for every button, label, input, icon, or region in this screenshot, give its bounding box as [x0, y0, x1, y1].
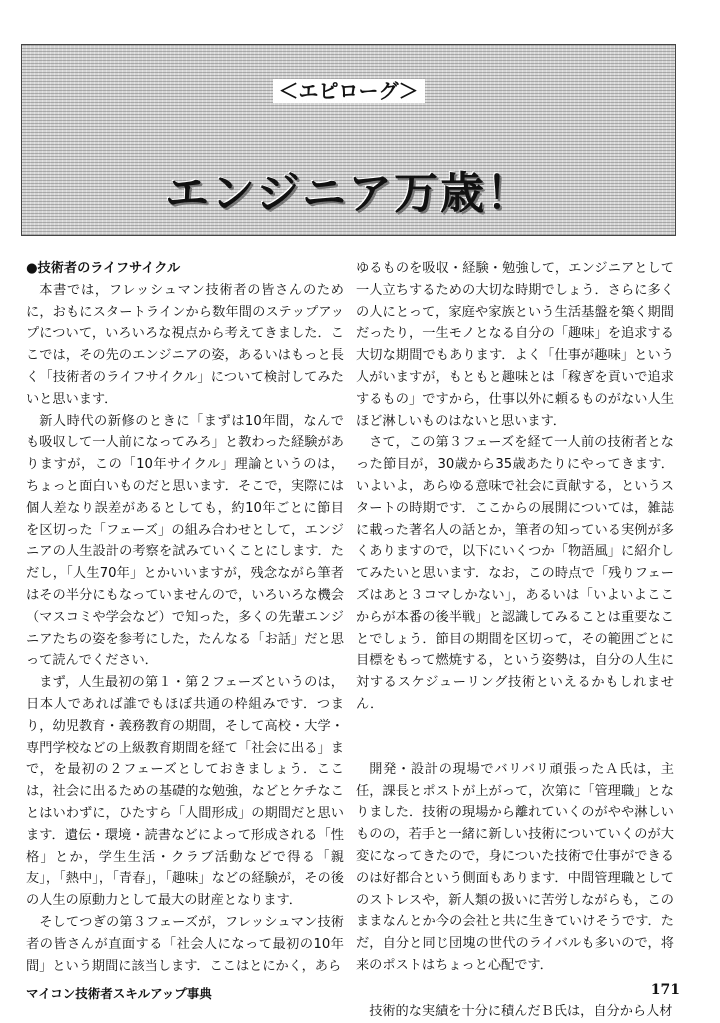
section-heading: ●技術者のライフサイクル — [26, 261, 181, 276]
left-column — [26, 258, 344, 977]
paragraph: 開発・設計の現場でバリバリ頑張ったＡ氏は，主任，課長とポストが上がって，次第に「管理職」となりました．技術の現場から離れていくのがやや淋しいものの，若手と一緒に新しい技術についていくのが大変になってきたので，身についた技術で仕事ができるのは好都合という側面もあります．中間管理職としてのストレスや，新人類の扱いに苦労しながらも，このままなんとか今の会社と共に生きていけそうです．ただ，自分と同じ団塊の世代のライバルも多いので，将来のポストはちょっと心配です． — [356, 761, 674, 973]
banner-title: エンジニア万歳！ — [165, 168, 532, 219]
right-column — [356, 258, 674, 1023]
paragraph: さて，この第３フェーズを経て一人前の技術者となった節目が，30歳から35歳あたりにやってきます．いよいよ，あらゆる意味で社会に貢献する，というスタートの時期です．ここからの展開については，雑誌に載った著名人の話とか，筆者の知っている実例が多くありますので，以下にいくつか「物語風」に紹介してみたいと思います．なお，この時点で「残りフェーズはあと３コマしかない」，あるいは「いよいよここからが本番の後半戦」と認識してみることは重要なことでしょう．節目の期間を区切って，その範囲ごとに目標をもって燃焼する，という姿勢は，自分の人生に対するスケジューリング技術といえるかもしれません． — [356, 435, 674, 712]
paragraph: まず，人生最初の第１・第２フェーズというのは，日本人であれば誰でもほぼ共通の枠組みです．つまり，幼児教育・義務教育の期間，そして高校・大学・専門学校などの上級教育期間を経て「社会に出る」まで，を最初の２フェーズとしておきましょう．ここは，社会に出るための基礎的な勉強，などとケチなことはいわずに，ひたすら「人間形成」の期間だと思います．遺伝・環境・読書などによって形成される「性格」とか，学生生活・クラブ活動などで得る「親友」，「熱中」，「青春」，「趣味」などの経験が，その後の人生の原動力として最大の財産となります． — [26, 675, 344, 909]
page-number: 171 — [650, 982, 680, 998]
epilogue-banner — [21, 44, 676, 236]
paragraph: そしてつぎの第３フェーズが，フレッシュマン技術者の皆さんが直面する「社会人になって最初の10年間」という期間に該当します．ここはとにかく，あら — [26, 914, 344, 974]
book-title: マイコン技術者スキルアップ事典 — [26, 986, 212, 1001]
paragraph: ゆるものを吸収・経験・勉強して，エンジニアとして一人立ちするための大切な時期でしょう．さらに多くの人にとって，家庭や家族という生活基盤を築く期間だったり，一生モノとなる自分の「趣味」を追求する大切な期間でもあります．よく「仕事が趣味」という人がいますが，もともと趣味とは「稼ぎを貢いで追求するもの」ですから，仕事以外に頼るものがない人生ほど淋しいものはないと思います． — [356, 261, 674, 429]
paragraph: 技術的な実績を十分に積んだＢ氏は，自分から人材 — [369, 1003, 673, 1019]
paragraph: 新人時代の新修のときに「まずは10年間，なんでも吸収して一人前になってみろ」と教わった経験がありますが，この「10年サイクル」理論というのは，ちょっと面白いものだと思います．そこで，実際には個人差なり誤差があるとしても，約10年ごとに節目を区切った「フェーズ」の組み合わせとして，エンジニアの人生設計の考察を試みていくことにします．ただし，「人生70年」とかいいますが，残念ながら筆者はその半分にもなっていませんので，いろいろな機会（マスコミや学会など）で知った，多くの先輩エンジニアたちの姿を参考にした，たんなる「お話」だと思って読んでください． — [26, 413, 344, 669]
paragraph: 本書では，フレッシュマン技術者の皆さんのために，おもにスタートラインから数年間のステップアップについて，いろいろな視点から考えてきました．ここでは，その先のエンジニアの姿，あるいはもっと長く「技術者のライフサイクル」について検討してみたいと思います． — [26, 282, 344, 407]
banner-label: ＜エピローグ＞ — [273, 79, 425, 103]
